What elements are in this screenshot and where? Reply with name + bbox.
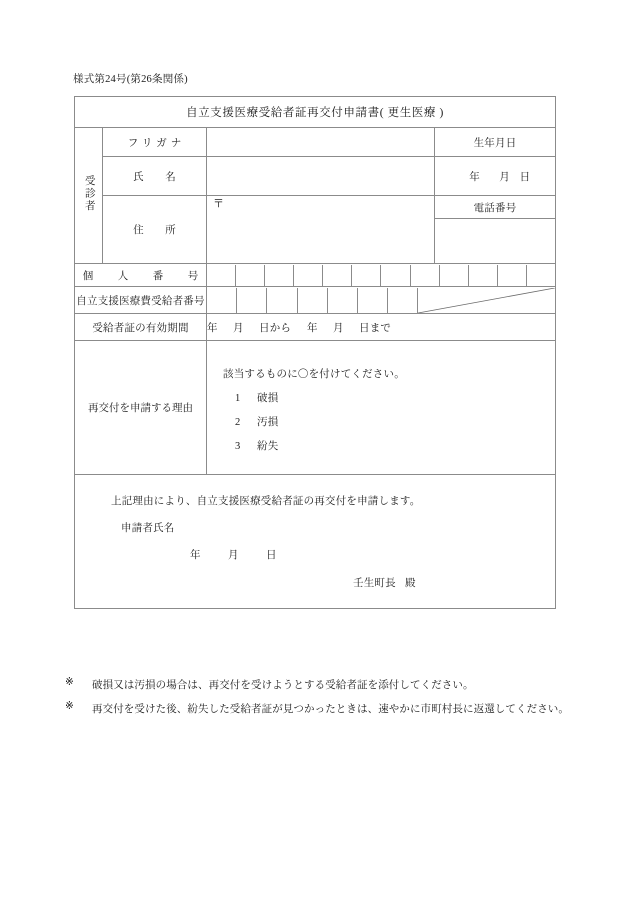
recipient-number-box[interactable] bbox=[388, 288, 418, 313]
validity-period-input[interactable] bbox=[207, 314, 556, 341]
furigana-row bbox=[75, 128, 556, 157]
my-number-box[interactable] bbox=[294, 265, 323, 286]
patient-vertical-label-text: 受診者 bbox=[83, 175, 95, 213]
declaration-day: 日 bbox=[266, 550, 277, 561]
my-number-box[interactable] bbox=[207, 265, 236, 286]
reason-options-area bbox=[207, 341, 556, 475]
birthdate-day-label: 日 bbox=[519, 171, 531, 183]
my-number-box[interactable] bbox=[469, 265, 498, 286]
footnote-item bbox=[65, 702, 575, 717]
recipient-number-box[interactable] bbox=[237, 288, 267, 313]
recipient-number-strikethrough bbox=[418, 288, 555, 313]
validity-to-year: 年 bbox=[307, 322, 318, 334]
declaration-month: 月 bbox=[228, 550, 239, 561]
name-label: 氏 名 bbox=[103, 157, 207, 196]
validity-from-year: 年 bbox=[207, 322, 218, 334]
footnote-text: 破損又は汚損の場合は、再交付を受けようとする受給者証を添付してください。 bbox=[92, 680, 474, 691]
declaration-year: 年 bbox=[190, 550, 201, 561]
validity-to-month: 月 bbox=[333, 322, 344, 334]
phone-input[interactable] bbox=[435, 219, 556, 264]
footnotes bbox=[65, 678, 575, 726]
applicant-name-label[interactable]: 申請者氏名 bbox=[121, 523, 175, 534]
address-label: 住 所 bbox=[103, 196, 207, 264]
title-row bbox=[75, 97, 556, 128]
validity-period-row bbox=[75, 314, 556, 341]
reason-instruction: 該当するものに〇を付けてください。 bbox=[223, 368, 405, 380]
footnote-text: 再交付を受けた後、紛失した受給者証が見つかったときは、速やかに市町村長に返還してください。 bbox=[92, 704, 569, 716]
phone-label: 電話番号 bbox=[435, 196, 556, 219]
name-input[interactable] bbox=[207, 157, 435, 196]
reason-option-lost[interactable] bbox=[223, 441, 555, 453]
declaration-addressee bbox=[353, 575, 416, 590]
reason-option-number: 1 bbox=[235, 393, 241, 405]
recipient-number-box[interactable] bbox=[267, 288, 297, 313]
validity-period-label: 受給者証の有効期間 bbox=[75, 314, 207, 341]
furigana-label: フリガナ bbox=[103, 128, 207, 157]
reason-option-text: 紛失 bbox=[257, 440, 279, 452]
declaration-date-input[interactable] bbox=[190, 547, 277, 562]
declaration-area bbox=[75, 475, 556, 609]
footnote-mark-icon: ※ bbox=[65, 701, 74, 713]
patient-vertical-label bbox=[75, 128, 103, 264]
birthdate-year-label: 年 bbox=[469, 171, 480, 183]
my-number-box[interactable] bbox=[527, 265, 555, 286]
validity-from-month: 月 bbox=[233, 322, 244, 334]
reason-option-soiled[interactable] bbox=[223, 417, 555, 429]
recipient-number-row bbox=[75, 287, 556, 314]
my-number-box[interactable] bbox=[323, 265, 352, 286]
reason-option-number: 3 bbox=[235, 440, 241, 452]
reason-option-text: 汚損 bbox=[257, 417, 279, 428]
form-title: 自立支援医療受給者証再交付申請書( 更生医療 ) bbox=[75, 97, 556, 128]
recipient-number-box[interactable] bbox=[358, 288, 388, 313]
address-row bbox=[75, 196, 556, 219]
declaration-statement: 上記理由により、自立支援医療受給者証の再交付を申請します。 bbox=[111, 496, 421, 507]
footnote-mark-icon: ※ bbox=[65, 677, 74, 688]
my-number-box[interactable] bbox=[498, 265, 527, 286]
reason-row bbox=[75, 341, 556, 475]
birthdate-month-label: 月 bbox=[499, 171, 510, 183]
my-number-box[interactable] bbox=[381, 265, 410, 286]
application-form-table bbox=[74, 96, 556, 609]
my-number-boxes[interactable] bbox=[207, 264, 556, 287]
birthdate-input[interactable] bbox=[435, 157, 556, 196]
addressee-honorific: 殿 bbox=[405, 578, 416, 589]
furigana-input[interactable] bbox=[207, 128, 435, 157]
my-number-box[interactable] bbox=[352, 265, 381, 286]
recipient-number-boxes[interactable] bbox=[207, 287, 556, 314]
my-number-label: 個 人 番 号 bbox=[75, 264, 207, 287]
validity-from-day: 日から bbox=[259, 322, 292, 334]
form-number-label: 様式第24号(第26条関係) bbox=[73, 74, 188, 85]
reason-label: 再交付を申請する理由 bbox=[75, 341, 207, 475]
recipient-number-box[interactable] bbox=[328, 288, 358, 313]
reason-option-damaged[interactable] bbox=[223, 393, 555, 405]
my-number-row bbox=[75, 264, 556, 287]
addressee-title: 壬生町長 bbox=[353, 578, 396, 589]
name-row bbox=[75, 157, 556, 196]
my-number-box[interactable] bbox=[440, 265, 469, 286]
my-number-box[interactable] bbox=[265, 265, 294, 286]
footnote-item bbox=[65, 678, 575, 693]
address-input[interactable] bbox=[207, 196, 435, 264]
my-number-box[interactable] bbox=[236, 265, 265, 286]
validity-to-day: 日まで bbox=[359, 322, 392, 334]
recipient-number-label: 自立支援医療費受給者番号 bbox=[75, 287, 207, 314]
declaration-row bbox=[75, 475, 556, 609]
recipient-number-box[interactable] bbox=[298, 288, 328, 313]
reason-option-text: 破損 bbox=[257, 393, 279, 405]
my-number-box[interactable] bbox=[411, 265, 440, 286]
recipient-number-box[interactable] bbox=[207, 288, 237, 313]
postal-code-icon: 〒 bbox=[213, 198, 224, 210]
birthdate-label: 生年月日 bbox=[435, 128, 556, 157]
reason-option-number: 2 bbox=[235, 417, 241, 428]
